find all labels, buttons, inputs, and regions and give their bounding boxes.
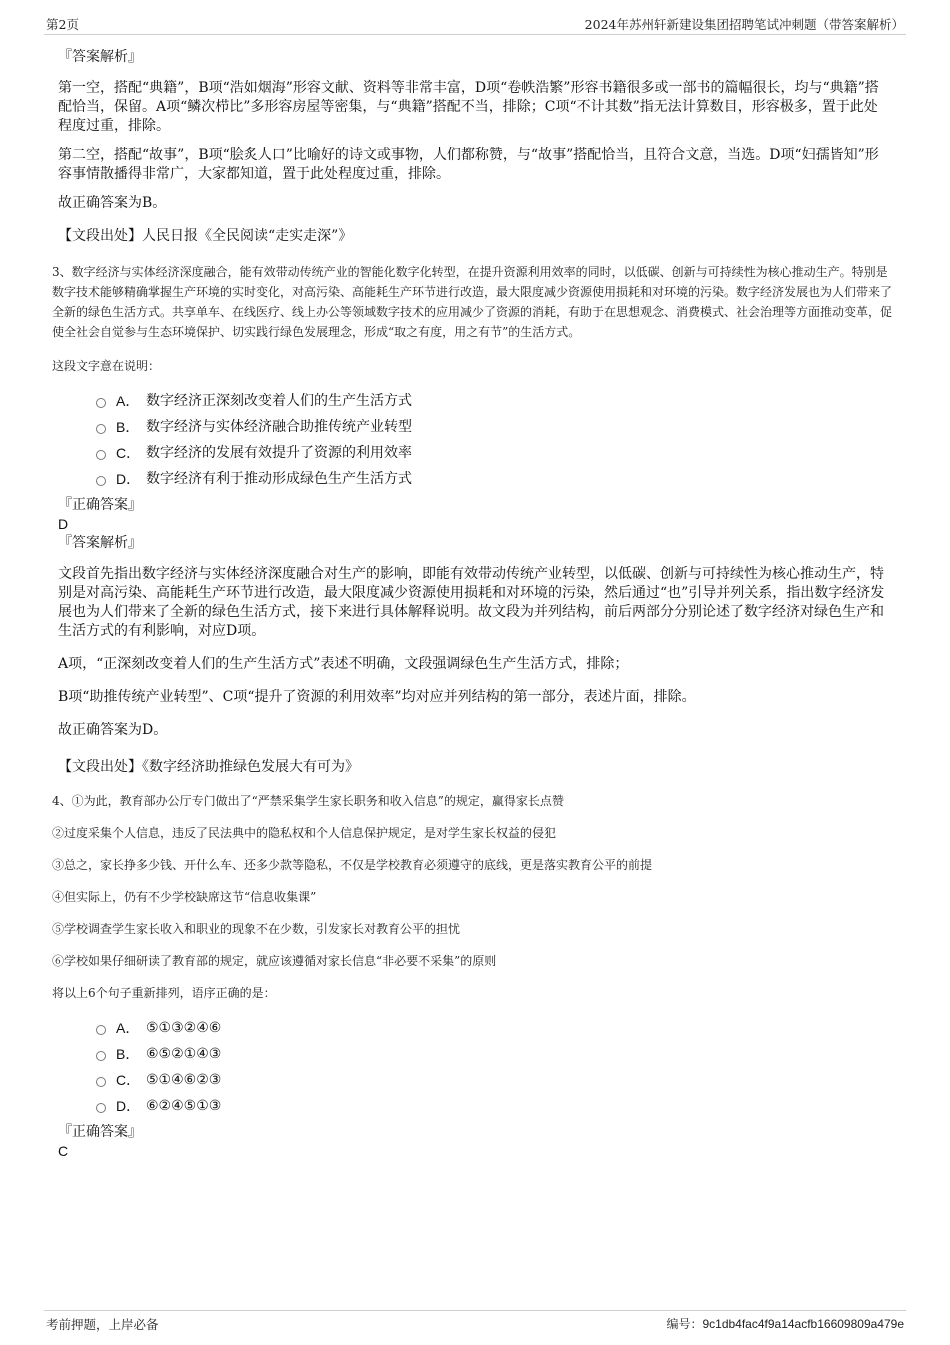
q3-source: 【文段出处】《数字经济助推绿色发展大有可为》: [58, 759, 359, 775]
q4-sentence-5: ⑤学校调查学生家长收入和职业的现象不在少数，引发家长对教育公平的担忧: [52, 922, 461, 936]
q4-answer: C: [58, 1143, 69, 1159]
option-key: A．: [116, 393, 140, 409]
q4-sentence-1: 4、①为此，教育部办公厅专门做出了“严禁采集学生家长职务和收入信息”的规定，赢得家长点赞: [52, 794, 564, 808]
code-label: 编号：: [666, 1317, 703, 1331]
q4-option-b[interactable]: [96, 1041, 888, 1067]
radio-icon[interactable]: [96, 1025, 106, 1035]
option-text: ⑤①④⑥②③: [146, 1072, 222, 1088]
radio-icon[interactable]: [96, 476, 106, 486]
q4-answer-label: 『正确答案』: [58, 1124, 142, 1140]
page-number: 第2页: [46, 17, 79, 32]
q4-sentence-6: ⑥学校如果仔细研读了教育部的规定，就应该遵循对家长信息“非必要不采集”的原则: [52, 954, 497, 968]
q3-option-d[interactable]: [96, 466, 888, 492]
page-content: [52, 48, 893, 1165]
q4-prompt: 将以上6个句子重新排列，语序正确的是：: [52, 986, 276, 1000]
option-key: D．: [116, 471, 141, 487]
q3-prompt: 这段文字意在说明：: [52, 359, 161, 373]
q3-option-c[interactable]: [96, 440, 888, 466]
code-value: 9c1db4fac4f9a14acfb16609809a479e: [702, 1317, 904, 1331]
document-code: [666, 1315, 904, 1332]
radio-icon[interactable]: [96, 398, 106, 408]
q3-option-b[interactable]: [96, 414, 888, 440]
option-text: 数字经济的发展有效提升了资源的利用效率: [146, 445, 412, 461]
q3-analysis-para-2: A项，“正深刻改变着人们的生产生活方式”表述不明确，文段强调绿色生产生活方式，排除；: [58, 656, 629, 672]
q3-options: [96, 388, 888, 492]
radio-icon[interactable]: [96, 450, 106, 460]
option-text: 数字经济正深刻改变着人们的生产生活方式: [146, 393, 412, 409]
q3-question-text: 3、数字经济与实体经济深度融合，能有效带动传统产业的智能化数字化转型，在提升资源利用效率的同时，以低碳、创新与可持续性为核心推动生产。特别是数字技术能够精确掌握生产环境的实时变化，对高污染、高能耗生产环节进行改造，最大限度减少资源使用损耗和对环境的污染。数字经济发展也为人们带来了全新的绿色生活方式。共享单车、在线医疗、线上办公等领域数字技术的应用减少了资源的消耗，有助于在思想观念、消费模式、社会治理等方面推动变革，促使全社会自觉参与生态环境保护、切实践行绿色发展理念，形成“取之有度，用之有节”的生活方式。: [52, 265, 893, 339]
q3-answer-label: 『正确答案』: [58, 497, 142, 513]
page-header: [44, 14, 906, 35]
q2-source: 【文段出处】人民日报《全民阅读“走实走深”》: [58, 228, 353, 244]
q4-options: [96, 1015, 888, 1119]
q4-option-d[interactable]: [96, 1093, 888, 1119]
page-footer: [44, 1310, 906, 1335]
q3-analysis-label: 『答案解析』: [58, 535, 142, 551]
q4-sentence-2: ②过度采集个人信息，违反了民法典中的隐私权和个人信息保护规定，是对学生家长权益的侵犯: [52, 826, 557, 840]
radio-icon[interactable]: [96, 1077, 106, 1087]
q3-analysis-para-3: B项“助推传统产业转型”、C项“提升了资源的利用效率”均对应并列结构的第一部分，表述片面，排除。: [58, 689, 696, 705]
option-text: 数字经济与实体经济融合助推传统产业转型: [146, 419, 412, 435]
option-text: ⑤①③②④⑥: [146, 1020, 222, 1036]
option-key: A．: [116, 1020, 140, 1036]
q2-analysis-para-1: 第一空，搭配“典籍”，B项“浩如烟海”形容文献、资料等非常丰富，D项“卷帙浩繁”形容书籍很多或一部书的篇幅很长，均与“典籍”搭配恰当，保留。A项“鳞次栉比”多形容房屋等密集，与“典籍”搭配不当，排除；C项“不计其数”指无法计算数目，形容极多，置于此处程度过重，排除。: [58, 80, 879, 134]
option-key: B．: [116, 419, 140, 435]
option-key: C．: [116, 445, 141, 461]
q4-option-a[interactable]: [96, 1015, 888, 1041]
radio-icon[interactable]: [96, 1051, 106, 1061]
q4-option-c[interactable]: [96, 1067, 888, 1093]
option-key: D．: [116, 1098, 141, 1114]
option-key: C．: [116, 1072, 141, 1088]
q3-option-a[interactable]: [96, 388, 888, 414]
q3-conclusion: 故正确答案为D。: [58, 722, 168, 738]
footer-slogan: 考前押题，上岸必备: [46, 1317, 159, 1332]
q2-analysis-label: 『答案解析』: [58, 49, 142, 65]
q2-analysis-para-2: 第二空，搭配“故事”，B项“脍炙人口”比喻好的诗文或事物，人们都称赞，与“故事”搭配恰当，且符合文意，当选。D项“妇孺皆知”形容事情散播得非常广，大家都知道，置于此处程度过重，排除。: [58, 147, 879, 182]
option-text: ⑥⑤②①④③: [146, 1046, 222, 1062]
document-title: 2024年苏州轩新建设集团招聘笔试冲刺题（带答案解析）: [584, 17, 904, 32]
option-text: ⑥②④⑤①③: [146, 1098, 222, 1114]
option-key: B．: [116, 1046, 140, 1062]
radio-icon[interactable]: [96, 1103, 106, 1113]
q3-analysis-para-1: 文段首先指出数字经济与实体经济深度融合对生产的影响，即能有效带动传统产业转型，以低碳、创新与可持续性为核心推动生产，特别是对高污染、高能耗生产环节进行改造，最大限度减少资源使用损耗和对环境的污染，然后通过“也”引导并列关系，指出数字经济发展也为人们带来了全新的绿色生活方式，接下来进行具体解释说明。故文段为并列结构，前后两部分分别论述了数字经济对绿色生产和生活方式的有利影响，对应D项。: [58, 566, 885, 639]
q3-answer: D: [58, 516, 69, 532]
q2-conclusion: 故正确答案为B。: [58, 195, 167, 211]
option-text: 数字经济有利于推动形成绿色生产生活方式: [146, 471, 412, 487]
radio-icon[interactable]: [96, 424, 106, 434]
q4-sentence-3: ③总之，家长挣多少钱、开什么车、还多少款等隐私，不仅是学校教育必须遵守的底线，更是落实教育公平的前提: [52, 858, 653, 872]
q4-sentence-4: ④但实际上，仍有不少学校缺席这节“信息收集课”: [52, 890, 317, 904]
